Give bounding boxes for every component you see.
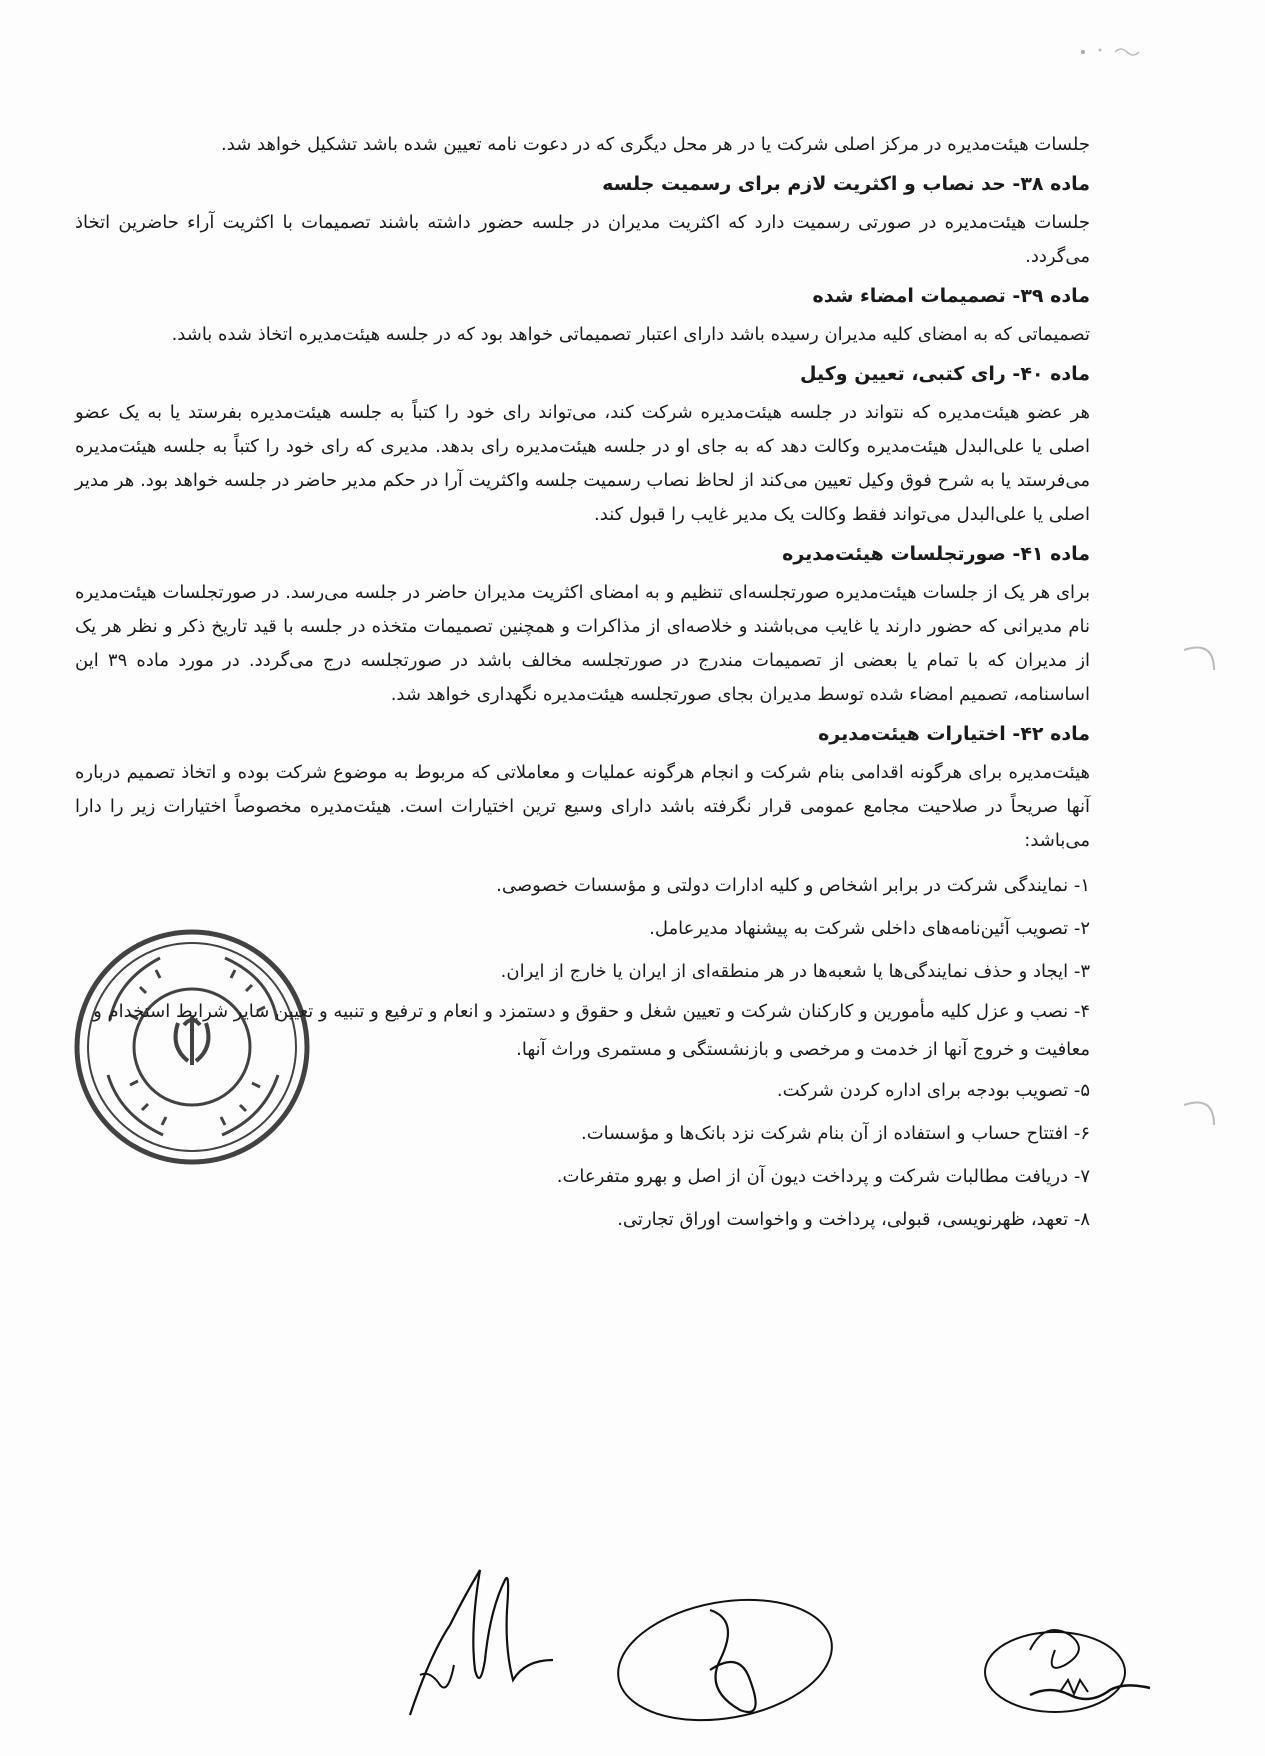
- section-body: برای هر یک از جلسات هیئت‌مدیره صورتجلسه‌ای تنظیم و به امضای اکثریت مدیران حاضر در جلسه می‌رسد. در صورتجلسات هیئت‌مدیره نام مدیرانی که حضور دارند یا غایب می‌باشند و خلاصه‌ای از مذاکرات و همچنین تصمیمات متخذه در جلسه با قید تاریخ ذکر و نظر هر یک از مدیران که با تمام یا بعضی از تصمیمات مندرج در صورتجلسه مخالف باشد در صورتجلسه درج می‌گردد. در مورد ماده ۳۹ این اساسنامه، تصمیم امضاء شده توسط مدیران بجای صورتجلسه هیئت‌مدیره نگهداری خواهد شد.: [75, 582, 1091, 705]
- list-item: ۱- نمایندگی شرکت در برابر اشخاص و کلیه ادارات دولتی و مؤسسات خصوصی.: [496, 875, 1090, 896]
- intro-paragraph: جلسات هیئت‌مدیره در مرکز اصلی شرکت یا در هر محل دیگری که در دعوت نامه تعیین شده باشد تشکیل خواهد شد.: [221, 134, 1090, 155]
- section-heading: ماده ۴۰- رای کتبی، تعیین وکیل: [800, 363, 1090, 385]
- binding-hole-mark: [1180, 1095, 1220, 1145]
- section-heading: ماده ۴۲- اختیارات هیئت‌مدیره: [818, 723, 1090, 745]
- section-article-40: [75, 358, 1090, 532]
- section-article-42: [75, 718, 1090, 858]
- signature-2: [610, 1590, 840, 1730]
- section-heading: ماده ۴۱- صورتجلسات هیئت‌مدیره: [782, 543, 1090, 565]
- list-item: ۴- نصب و عزل کلیه مأمورین و کارکنان شرکت و تعیین شغل و حقوق و دستمزد و انعام و ترفیع و تنبیه و تعیین سایر شرایط استخدام و معافیت و خروج آنها از خدمت و مرخصی و بازنشستگی و مستمری وراث آنها.: [93, 1001, 1090, 1060]
- section-article-39: [75, 280, 1090, 352]
- list-item: ۳- ایجاد و حذف نمایندگی‌ها یا شعبه‌ها در هر منطقه‌ای از ایران یا خارج از ایران.: [500, 961, 1090, 982]
- scan-mark: [1075, 40, 1145, 65]
- section-body: جلسات هیئت‌مدیره در صورتی رسمیت دارد که اکثریت مدیران در جلسه حضور داشته باشند تصمیمات با اکثریت آراء حاضرین اتخاذ می‌گردد.: [75, 212, 1090, 267]
- binding-hole-mark: [1180, 640, 1220, 690]
- list-item: ۷- دریافت مطالبات شرکت و پرداخت دیون آن از اصل و بهرو متفرعات.: [556, 1166, 1090, 1187]
- signature-1: [400, 1555, 580, 1725]
- list-item: ۶- افتتاح حساب و استفاده از آن بنام شرکت نزد بانک‌ها و مؤسسات.: [581, 1123, 1090, 1144]
- list-item: ۲- تصویب آئین‌نامه‌های داخلی شرکت به پیشنهاد مدیرعامل.: [649, 918, 1090, 939]
- list-item: ۸- تعهد، ظهرنویسی، قبولی، پرداخت و واخواست اوراق تجارتی.: [617, 1209, 1090, 1230]
- section-article-41: [75, 538, 1090, 712]
- section-heading: ماده ۳۹- تصمیمات امضاء شده: [812, 285, 1090, 307]
- section-heading: ماده ۳۸- حد نصاب و اکثریت لازم برای رسمیت جلسه: [602, 173, 1090, 195]
- section-article-38: [75, 168, 1090, 274]
- emblem-icon: [176, 1017, 209, 1065]
- signature-3: [960, 1610, 1170, 1725]
- list-item: ۵- تصویب بودجه برای اداره کردن شرکت.: [776, 1080, 1090, 1101]
- section-body: هیئت‌مدیره برای هرگونه اقدامی بنام شرکت و انجام هرگونه عملیات و معاملاتی که مربوط به موضوع شرکت بوده و اتخاذ تصمیم درباره آنها صریحاً در صلاحیت مجامع عمومی قرار نگرفته باشد دارای وسیع ترین اختیارات است. هیئت‌مدیره مخصوصاً اختیارات زیر را دارا می‌باشد:: [75, 762, 1090, 851]
- section-body: تصمیماتی که به امضای کلیه مدیران رسیده باشد دارای اعتبار تصمیماتی خواهد بود که در جلسه هیئت‌مدیره اتخاذ شده باشد.: [171, 324, 1090, 345]
- official-stamp: [70, 925, 315, 1170]
- section-body: هر عضو هیئت‌مدیره که نتواند در جلسه هیئت‌مدیره شرکت کند، می‌تواند رای خود را کتباً به جلسه هیئت‌مدیره بفرستد یا به یک عضو اصلی یا علی‌البدل هیئت‌مدیره وکالت دهد که به جای او در جلسه هیئت‌مدیره رای بدهد. مدیری که رای خود را کتباً به جلسه هیئت‌مدیره می‌فرستد یا به شرح فوق وکیل تعیین می‌کند از لحاظ نصاب رسمیت جلسه واکثریت آرا در حکم مدیر حاضر در جلسه خواهد بود. هر مدیر اصلی یا علی‌البدل می‌تواند فقط وکالت یک مدیر غایب را قبول کند.: [75, 402, 1090, 525]
